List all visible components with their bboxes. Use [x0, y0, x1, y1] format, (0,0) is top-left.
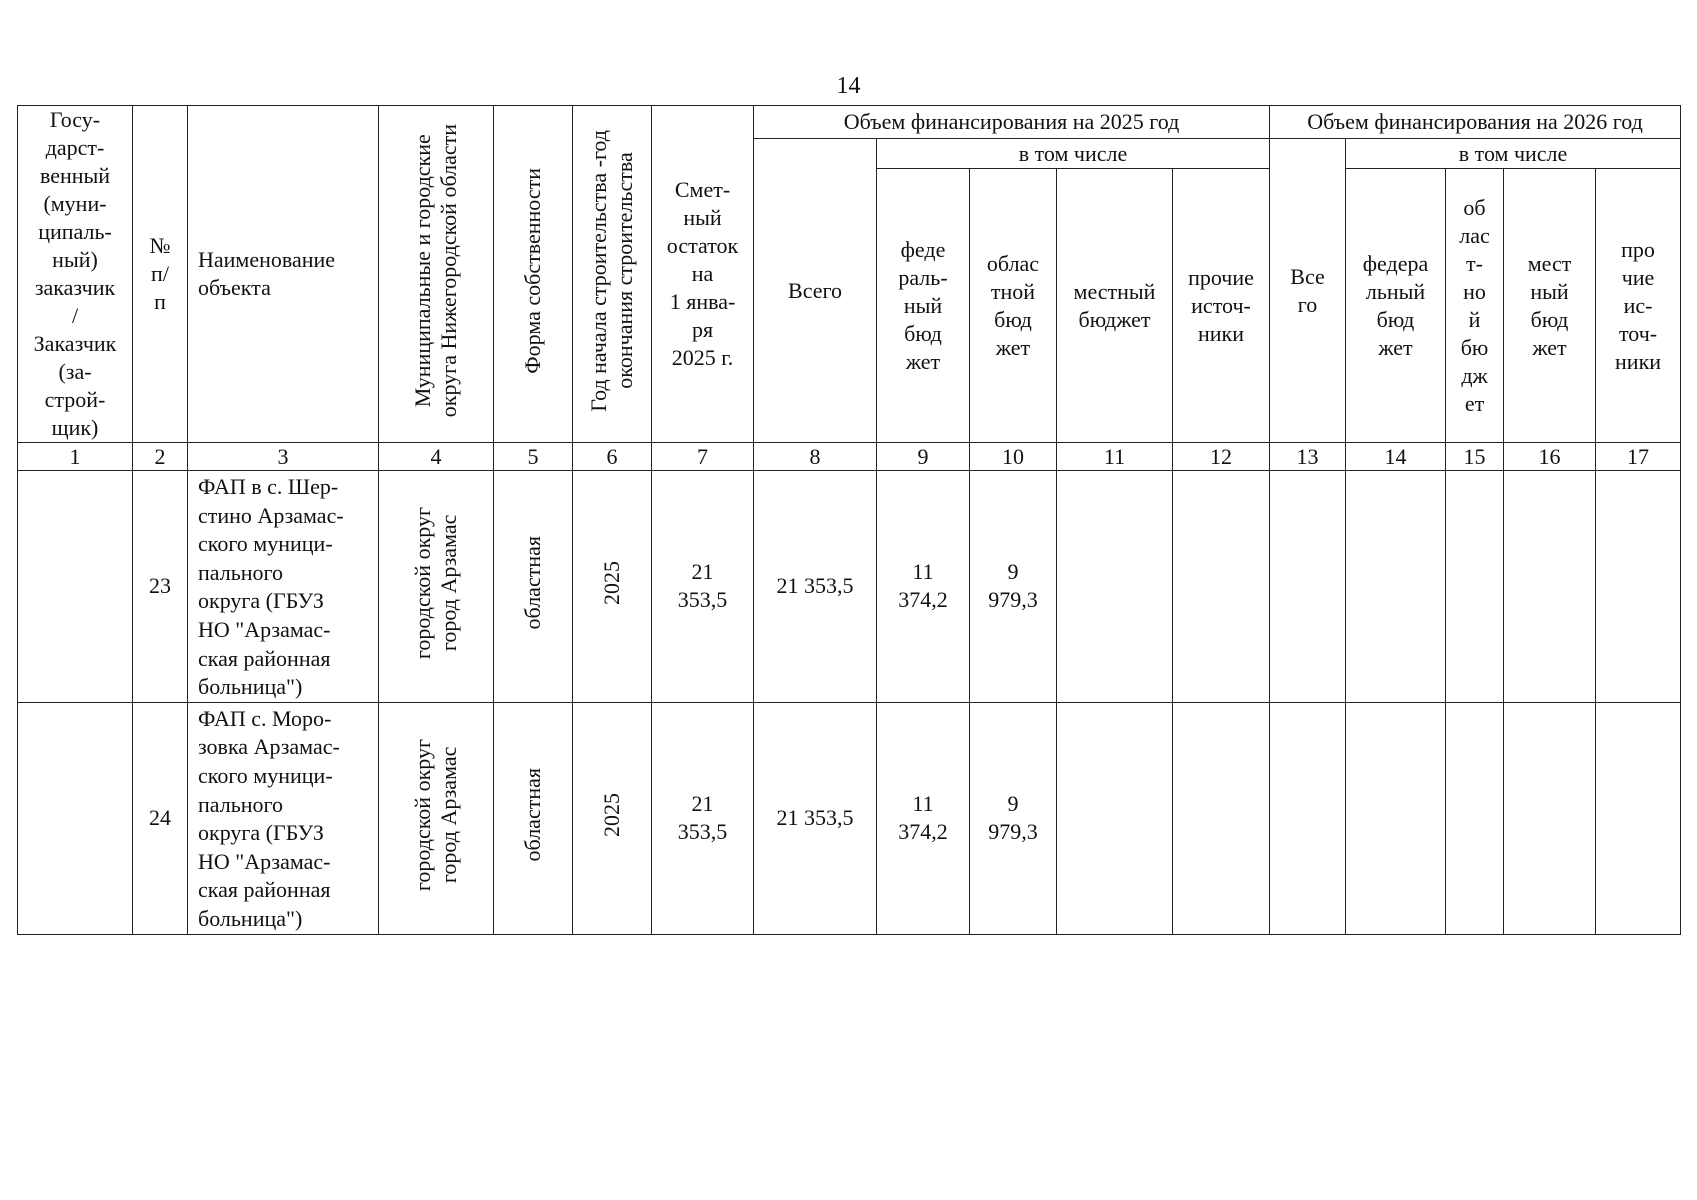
header-estimate: [652, 106, 754, 443]
header-customer: [18, 106, 133, 443]
header-federal-2025: [877, 169, 970, 443]
cell-estimate: [652, 702, 754, 934]
cell-other-2026: [1596, 702, 1681, 934]
header-local-2025: [1057, 169, 1173, 443]
cell-district-text: городской округ город Арзамас: [410, 738, 461, 891]
header-other-2025: [1173, 169, 1270, 443]
cell-object-name-text: ФАП с. Моро- зовка Арзамас- ского муници- пального округа (ГБУЗ НО "Арзамас- ская районная больница"): [198, 705, 340, 931]
cell-district: [379, 471, 494, 703]
column-number: 9: [877, 443, 970, 471]
header-district: [379, 106, 494, 443]
header-financing-2025: Объем финансирования на 2025 год: [754, 106, 1270, 139]
cell-regional-2025: [970, 471, 1057, 703]
cell-estimate-text: 21 353,5: [677, 791, 728, 845]
header-financing-2026: Объем финансирования на 2026 год: [1270, 106, 1681, 139]
cell-total-2026: [1270, 702, 1346, 934]
header-including-2025: в том числе: [877, 139, 1270, 169]
header-other-2025-text: прочие источ- ники: [1188, 264, 1254, 346]
cell-federal-2025-text: 11 374,2: [898, 791, 948, 845]
cell-customer: [18, 471, 133, 703]
header-object-name-text: Наименование объекта: [198, 247, 336, 300]
header-including-2026: в том числе: [1346, 139, 1681, 169]
table-row: [18, 702, 1681, 934]
cell-ownership: [494, 702, 573, 934]
cell-years-text: 2025: [599, 560, 624, 605]
cell-number: 24: [133, 702, 188, 934]
header-number-text: № п/ п: [149, 233, 171, 314]
cell-federal-2026: [1346, 702, 1446, 934]
cell-other-2025: [1173, 702, 1270, 934]
column-number: 1: [18, 443, 133, 471]
cell-total-2026: [1270, 471, 1346, 703]
column-number: 6: [573, 443, 652, 471]
cell-district: [379, 702, 494, 934]
cell-regional-2025: [970, 702, 1057, 934]
cell-other-2026: [1596, 471, 1681, 703]
cell-local-2026: [1504, 702, 1596, 934]
cell-other-2025: [1173, 471, 1270, 703]
header-federal-2026: [1346, 169, 1446, 443]
header-local-2026-text: мест ный бюд жет: [1527, 250, 1572, 360]
header-local-2026: [1504, 169, 1596, 443]
cell-object-name: [188, 702, 379, 934]
cell-years-text: 2025: [599, 792, 624, 837]
header-years: [573, 106, 652, 443]
cell-regional-2025-text: 9 979,3: [988, 791, 1038, 845]
header-number: [133, 106, 188, 443]
cell-total-2025: 21 353,5: [754, 471, 877, 703]
header-federal-2025-text: феде раль- ный бюд жет: [898, 236, 948, 374]
header-total-2026: [1270, 139, 1346, 443]
column-number: 3: [188, 443, 379, 471]
column-number: 15: [1446, 443, 1504, 471]
investment-table: [17, 105, 1681, 935]
cell-number: 23: [133, 471, 188, 703]
cell-ownership: [494, 471, 573, 703]
header-ownership: [494, 106, 573, 443]
column-number: 8: [754, 443, 877, 471]
cell-regional-2026: [1446, 702, 1504, 934]
header-other-2026: [1596, 169, 1681, 443]
column-number: 14: [1346, 443, 1446, 471]
header-years-text: Год начала строительства -год окончания строительства: [586, 129, 637, 412]
header-regional-2025-text: облас тной бюд жет: [986, 250, 1040, 360]
cell-estimate: [652, 471, 754, 703]
column-number: 12: [1173, 443, 1270, 471]
cell-federal-2026: [1346, 471, 1446, 703]
column-number: 7: [652, 443, 754, 471]
cell-regional-2026: [1446, 471, 1504, 703]
cell-ownership-text: областная: [520, 767, 545, 862]
cell-federal-2025: [877, 702, 970, 934]
header-regional-2025: [970, 169, 1057, 443]
cell-customer: [18, 702, 133, 934]
cell-federal-2025: [877, 471, 970, 703]
header-object-name: [188, 106, 379, 443]
column-number: 5: [494, 443, 573, 471]
cell-object-name: [188, 471, 379, 703]
header-total-2025: Всего: [754, 139, 877, 443]
cell-ownership-text: областная: [520, 536, 545, 630]
table-row: [18, 471, 1681, 703]
header-ownership-text: Форма собственности: [520, 167, 545, 374]
header-other-2026-text: про чие ис- точ- ники: [1615, 236, 1662, 374]
header-total-2026-text: Все го: [1290, 263, 1325, 317]
cell-federal-2025-text: 11 374,2: [898, 559, 948, 613]
header-regional-2026: [1446, 169, 1504, 443]
header-regional-2026-text: об лас т- но й бю дж ет: [1459, 194, 1490, 416]
cell-local-2026: [1504, 471, 1596, 703]
cell-total-2025: 21 353,5: [754, 702, 877, 934]
page-number: 14: [836, 73, 861, 99]
cell-object-name-text: ФАП в с. Шер- стино Арзамас- ского муници- пального округа (ГБУЗ НО "Арзамас- ская районная больница"): [198, 474, 344, 700]
column-number: 2: [133, 443, 188, 471]
header-district-text: Муниципальные и городские округа Нижегородской области: [410, 123, 461, 418]
cell-local-2025: [1057, 702, 1173, 934]
column-number: 13: [1270, 443, 1346, 471]
column-number: 4: [379, 443, 494, 471]
cell-local-2025: [1057, 471, 1173, 703]
cell-estimate-text: 21 353,5: [677, 559, 728, 613]
header-local-2025-text: местный бюджет: [1073, 278, 1156, 332]
header-customer-text: Госу- дарст- венный (муни- ципаль- ный) заказчик / Заказчик (за- строй- щик): [33, 107, 117, 440]
column-number: 10: [970, 443, 1057, 471]
column-number: 17: [1596, 443, 1681, 471]
header-federal-2026-text: федера льный бюд жет: [1362, 250, 1429, 360]
column-number: 16: [1504, 443, 1596, 471]
cell-regional-2025-text: 9 979,3: [988, 559, 1038, 613]
column-numbers-row: [18, 443, 1681, 471]
cell-years: [573, 702, 652, 934]
header-estimate-text: Смет- ный остаток на 1 янва- ря 2025 г.: [666, 177, 739, 370]
cell-district-text: городской округ город Арзамас: [410, 506, 461, 659]
cell-years: [573, 471, 652, 703]
column-number: 11: [1057, 443, 1173, 471]
